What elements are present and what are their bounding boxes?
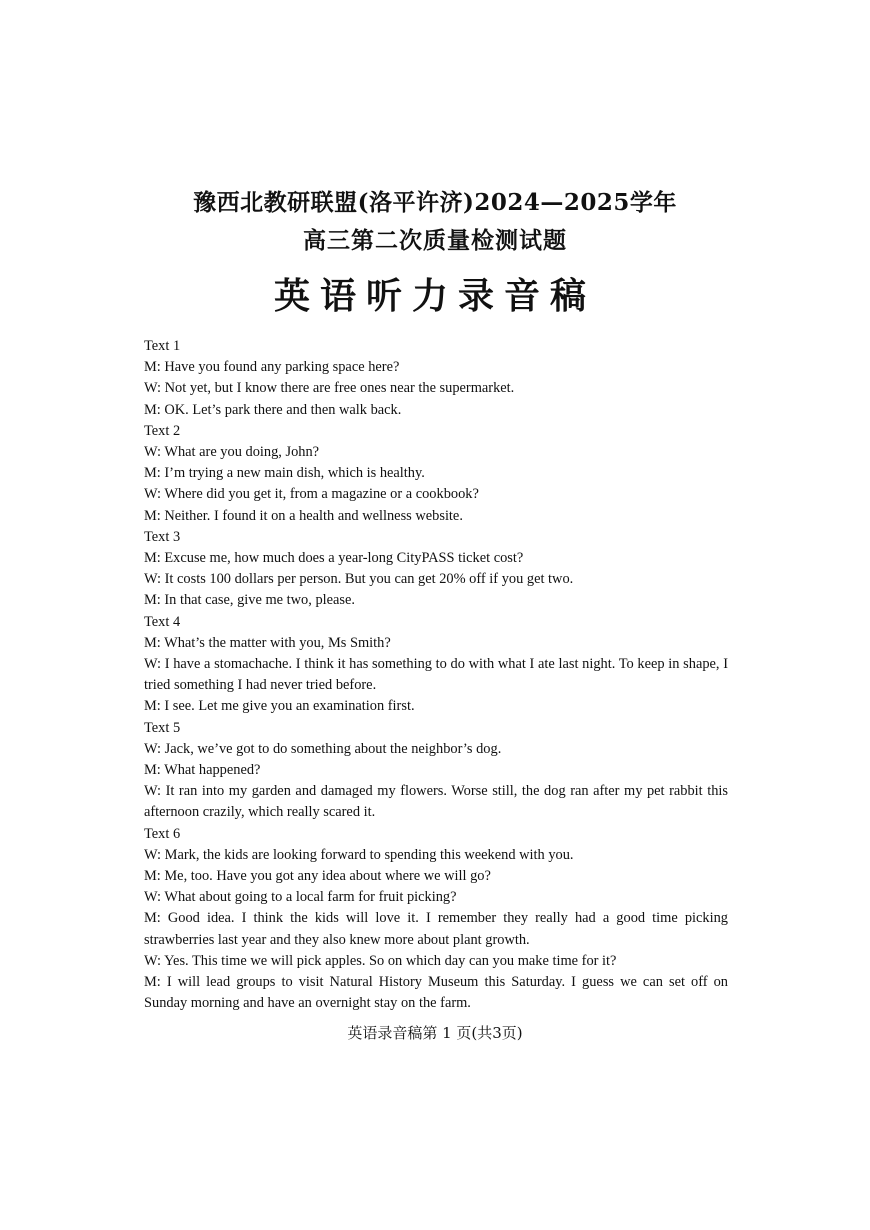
dialogue-line: W: It ran into my garden and damaged my flowers. Worse still, the dog ran after my pet rabbit this afternoon crazily, which really scared it. xyxy=(144,783,728,821)
section-heading: Text 3 xyxy=(144,528,181,545)
document-header xyxy=(0,186,870,320)
dialogue-line: M: Me, too. Have you got any idea about where we will go? xyxy=(144,868,491,885)
section-heading: Text 4 xyxy=(144,613,181,630)
dialogue-line: W: I have a stomachache. I think it has something to do with what I ate last night. To keep in shape, I tried something I had never tried before. xyxy=(144,656,728,694)
dialogue-line: M: Good idea. I think the kids will love it. I remember they really had a good time picking strawberries last year and they also knew more about plant growth. xyxy=(144,910,728,948)
dialogue-line: M: Neither. I found it on a health and wellness website. xyxy=(144,507,463,524)
section-heading: Text 6 xyxy=(144,825,181,842)
dialogue-line: W: Jack, we’ve got to do something about the neighbor’s dog. xyxy=(144,740,502,757)
transcript-heading: 英语听力录音稿 xyxy=(273,275,596,317)
page-footer: 英语录音稿第 1 页(共3页) xyxy=(347,1024,523,1042)
dialogue-line: M: I’m trying a new main dish, which is healthy. xyxy=(144,465,425,482)
exam-subtitle: 高三第二次质量检测试题 xyxy=(303,227,567,254)
dialogue-line: W: Mark, the kids are looking forward to spending this weekend with you. xyxy=(144,846,574,863)
dialogue-line: W: Yes. This time we will pick apples. So on which day can you make time for it? xyxy=(144,952,617,969)
section-heading: Text 1 xyxy=(144,338,181,354)
exam-title: 豫西北教研联盟(洛平许济)2024—2025学年 xyxy=(193,189,677,216)
dialogue-line: W: What are you doing, John? xyxy=(144,444,320,461)
dialogue-line: M: Have you found any parking space here? xyxy=(144,359,400,376)
dialogue-line: M: I will lead groups to visit Natural History Museum this Saturday. I guess we can set off on Sunday morning and have an overnight stay on the farm. xyxy=(144,974,728,1012)
dialogue-line: W: Where did you get it, from a magazine or a cookbook? xyxy=(144,486,479,503)
dialogue-line: M: What’s the matter with you, Ms Smith? xyxy=(144,634,391,651)
dialogue-line: W: It costs 100 dollars per person. But you can get 20% off if you get two. xyxy=(144,571,574,588)
dialogue-line: M: What happened? xyxy=(144,762,261,779)
dialogue-line: W: Not yet, but I know there are free ones near the supermarket. xyxy=(144,380,515,397)
section-heading: Text 2 xyxy=(144,422,181,439)
dialogue-line: W: What about going to a local farm for fruit picking? xyxy=(144,889,457,906)
section-heading: Text 5 xyxy=(144,719,181,736)
dialogue-line: M: In that case, give me two, please. xyxy=(144,592,355,609)
dialogue-line: M: Excuse me, how much does a year-long CityPASS ticket cost? xyxy=(144,550,524,567)
transcript-body xyxy=(144,336,728,1015)
dialogue-line: M: OK. Let’s park there and then walk back. xyxy=(144,401,402,418)
dialogue-line: M: I see. Let me give you an examination first. xyxy=(144,698,415,715)
